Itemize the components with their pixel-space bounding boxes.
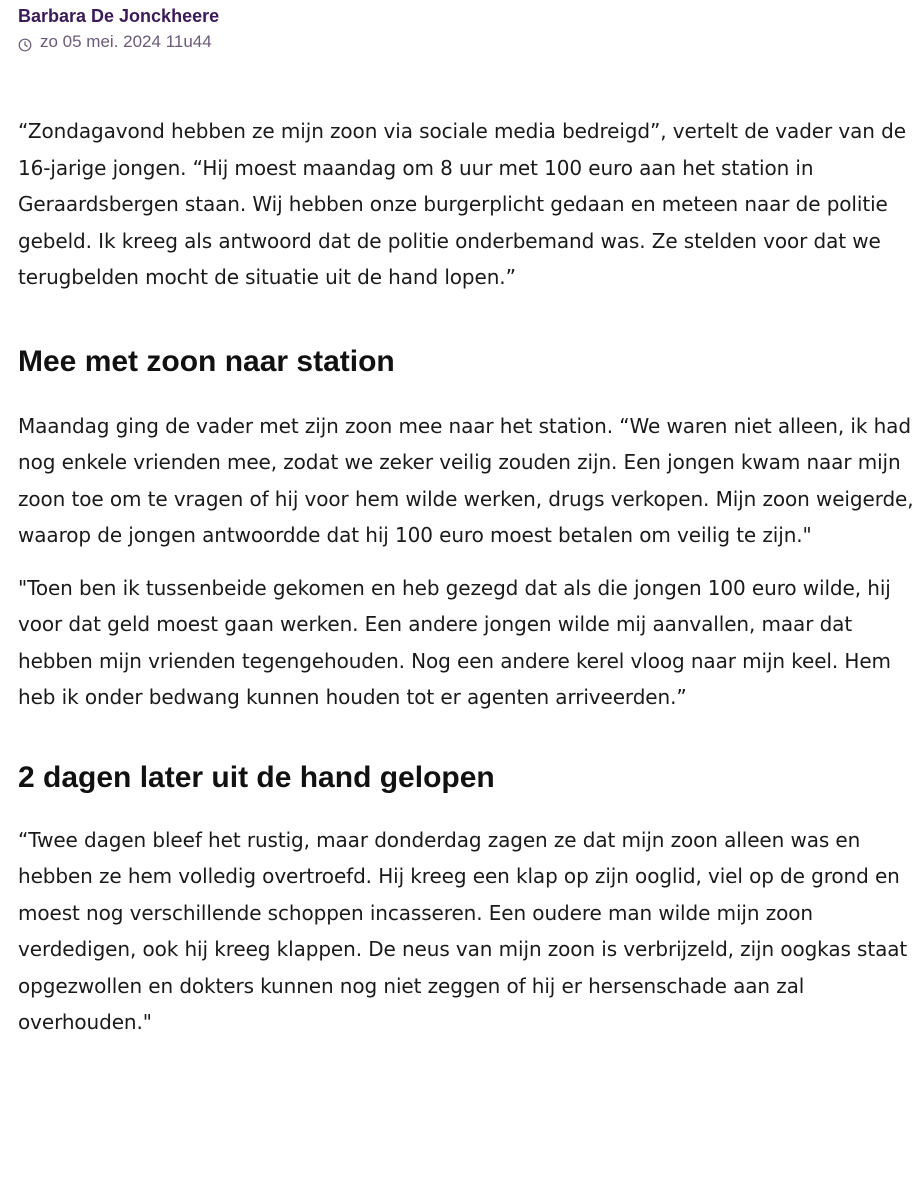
clock-icon bbox=[18, 35, 32, 49]
author-name[interactable]: Barbara De Jonckheere bbox=[18, 6, 220, 26]
paragraph: “Zondagavond hebben ze mijn zoon via sociale media bedreigd”, vertelt de vader van de 16-jarige jongen. “Hij moest maandag om 8 uur met 100 euro aan het station in Geraardsbergen staan. Wij hebben onze burgerplicht gedaan en meteen naar de politie gebeld. Ik kreeg als antwoord dat de politie onderbemand was. Ze stelden voor dat we terugbelden mocht de situatie uit de hand lopen.” bbox=[18, 119, 906, 289]
publish-date-text: zo 05 mei. 2024 11u44 bbox=[40, 32, 212, 51]
publish-date bbox=[18, 30, 915, 54]
paragraph: “Twee dagen bleef het rustig, maar donderdag zagen ze dat mijn zoon alleen was en hebben ze hem volledig overtroefd. Hij kreeg een klap op zijn ooglid, viel op de grond en moest nog verschillende schoppen incasseren. Een oudere man wilde mijn zoon verdedigen, ook hij kreeg klappen. De neus van mijn zoon is verbrijzeld, zijn oogkas staat opgezwollen en dokters kunnen nog niet zeggen of hij er hersenschade aan zal overhouden." bbox=[18, 827, 908, 1034]
byline bbox=[18, 0, 915, 54]
paragraph: Maandag ging de vader met zijn zoon mee naar het station. “We waren niet alleen, ik had nog enkele vrienden mee, zodat we zeker veilig zouden zijn. Een jongen kwam naar mijn zoon toe om te vragen of hij voor hem wilde werken, drugs verkopen. Mijn zoon weigerde, waarop de jongen antwoordde dat hij 100 euro moest betalen om veilig te zijn." bbox=[18, 413, 914, 547]
paragraph: "Toen ben ik tussenbeide gekomen en heb gezegd dat als die jongen 100 euro wilde, hij voor dat geld moest gaan werken. Een andere jongen wilde mij aanvallen, maar dat hebben mijn vrienden tegengehouden. Nog een andere kerel vloog naar mijn keel. Hem heb ik onder bedwang kunnen houden tot er agenten arriveerden.” bbox=[18, 575, 891, 709]
section-heading: Mee met zoon naar station bbox=[18, 344, 395, 378]
section-heading: 2 dagen later uit de hand gelopen bbox=[18, 760, 495, 794]
